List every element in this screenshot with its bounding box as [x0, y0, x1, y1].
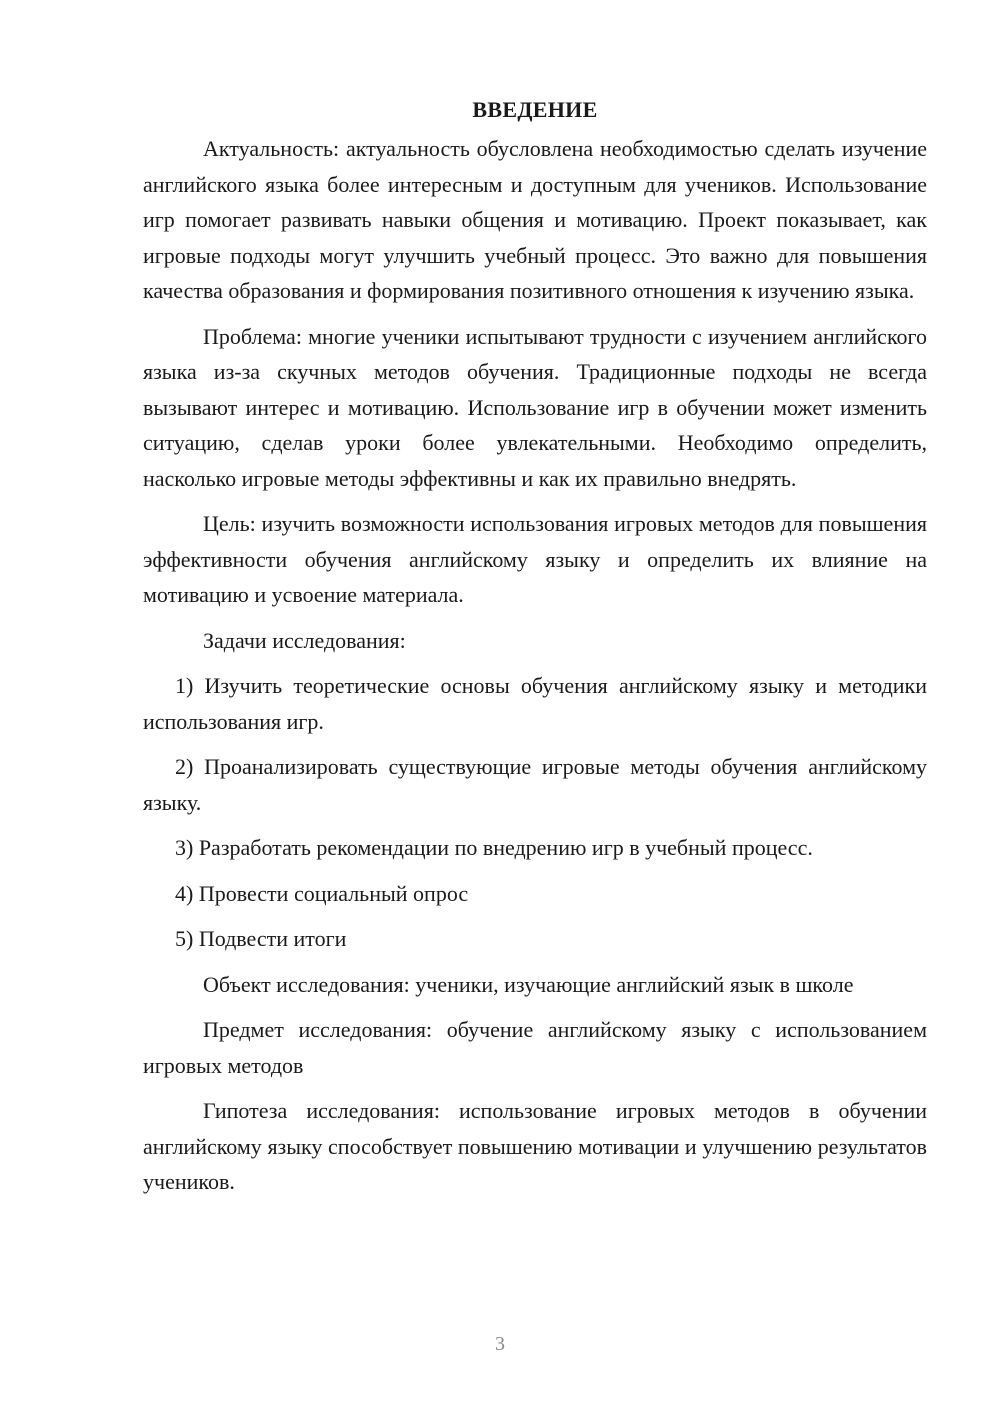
subject-paragraph: Предмет исследования: обучение английскому языку с использованием игровых методов — [143, 1017, 927, 1078]
task-item-1: 1) Изучить теоретические основы обучения английскому языку и методики использования игр. — [143, 673, 927, 734]
task-item-3: 3) Разработать рекомендации по внедрению игр в учебный процесс. — [175, 835, 813, 860]
goal-paragraph: Цель: изучить возможности использования игровых методов для повышения эффективности обучения английскому языку и определить их влияние на мотивацию и усвоение материала. — [143, 511, 927, 607]
task-item-4: 4) Провести социальный опрос — [175, 880, 469, 906]
relevance-paragraph: Актуальность: актуальность обусловлена необходимостью сделать изучение английского языка более интересным и доступным для учеников. Использование игр помогает развивать навыки общения и мотивацию. Проект показывает, как игровые подходы могут улучшить учебный процесс. Это важно для повышения качества образования и формирования позитивного отношения к изучению языка. — [143, 136, 927, 303]
page-number: 3 — [495, 1333, 505, 1355]
problem-paragraph: Проблема: многие ученики испытывают трудности с изучением английского языка из-за скучных методов обучения. Традиционные подходы не всегда вызывают интерес и мотивацию. Использование игр в обучении может изменить ситуацию, сделав уроки более увлекательными. Необходимо определить, насколько игровые методы эффективны и как их правильно внедрять. — [143, 323, 927, 491]
tasks-heading: Задачи исследования: — [203, 627, 406, 653]
task-item-5: 5) Подвести итоги — [175, 926, 347, 951]
hypothesis-paragraph: Гипотеза исследования: использование игровых методов в обучении английскому языку способствует повышению мотивации и улучшению результатов учеников. — [143, 1098, 927, 1194]
object-paragraph: Объект исследования: ученики, изучающие английский язык в школе — [203, 971, 854, 997]
task-item-2: 2) Проанализировать существующие игровые методы обучения английскому языку. — [143, 754, 927, 815]
document-body — [143, 92, 927, 1210]
page-title: ВВЕДЕНИЕ — [472, 97, 598, 122]
